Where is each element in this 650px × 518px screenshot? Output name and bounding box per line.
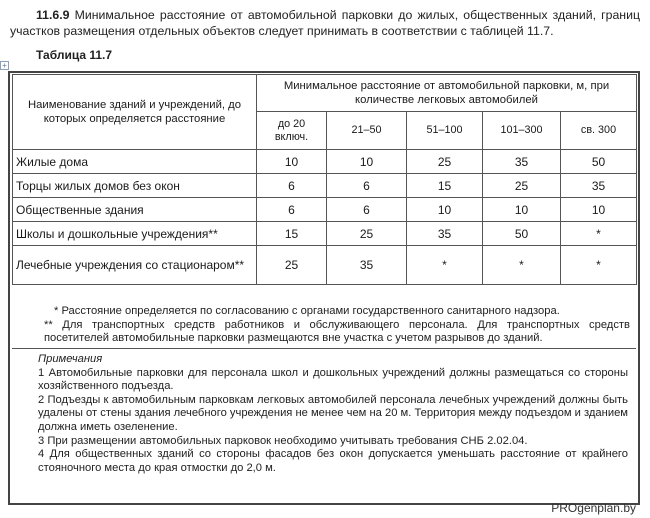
remark-item: 4 Для общественных зданий со стороны фасадов без окон допускается уменьшать расстояние от крайнего стояночного места до края отмостки до 2,0 м.: [38, 448, 628, 474]
cell-value: 35: [407, 222, 483, 246]
cell-value: 6: [257, 198, 327, 222]
cell-value: *: [407, 246, 483, 285]
cell-value: 35: [327, 246, 407, 285]
move-anchor-icon[interactable]: +: [0, 61, 9, 70]
cell-value: 10: [257, 150, 327, 174]
cell-value: 6: [257, 174, 327, 198]
table-caption: Таблица 11.7: [36, 48, 113, 62]
cell-value: 15: [407, 174, 483, 198]
cell-value: 50: [483, 222, 561, 246]
table-row: [13, 174, 637, 198]
cell-value: 25: [407, 150, 483, 174]
cell-value: 6: [327, 198, 407, 222]
remark-item: 1 Автомобильные парковки для персонала школ и дошкольных учреждений должны размещаться со стороны хозяйственного подъезда.: [38, 366, 628, 393]
table-row: [13, 198, 637, 222]
clause-text: Минимальное расстояние от автомобильной парковки до жилых, общественных зданий, границ участков размещения отдельных объектов следует принимать в соответствии с таблицей 11.7.: [10, 8, 640, 38]
table-row: [13, 150, 637, 174]
footnotes: [12, 302, 636, 349]
row-name: Школы и дошкольные учреждения**: [13, 222, 257, 246]
header-col-0: до 20 включ.: [257, 112, 327, 150]
cell-value: *: [561, 222, 637, 246]
footnote-1: * Расстояние определяется по согласованию с органами государственного санитарного надзора.: [54, 305, 560, 317]
table-row: [13, 246, 637, 285]
remark-item: 3 При размещении автомобильных парковок необходимо учитывать требования СНБ 2.02.04.: [38, 434, 528, 447]
header-col-1: 21–50: [327, 112, 407, 150]
row-name: Лечебные учреждения со стационаром**: [13, 246, 257, 285]
distance-table: [12, 74, 637, 285]
notes-block: [12, 302, 636, 475]
footnote-2: ** Для транспортных средств работников и обслуживающего персонала. Для транспортных средств посетителей автомобильные парковки размещаются вне участка с учетом разрывов до зданий.: [44, 318, 630, 345]
header-col-3: 101–300: [483, 112, 561, 150]
remarks-title: Примечания: [38, 353, 103, 365]
row-name: Жилые дома: [13, 150, 257, 174]
cell-value: 6: [327, 174, 407, 198]
cell-value: 50: [561, 150, 637, 174]
row-name: Общественные здания: [13, 198, 257, 222]
cell-value: 10: [407, 198, 483, 222]
cell-value: *: [483, 246, 561, 285]
intro-paragraph: [10, 7, 640, 39]
cell-value: 10: [483, 198, 561, 222]
remark-item: 2 Подъезды к автомобильным парковкам легковых автомобилей персонала лечебных учреждений должны быть удалены от стены здания лечебного учреждения не менее чем на 20 м. Территория между подъездом и зданием должна иметь озеленение.: [38, 393, 628, 433]
site-watermark: PROgenplan.by: [551, 501, 636, 515]
cell-value: 25: [257, 246, 327, 285]
header-col-4: св. 300: [561, 112, 637, 150]
cell-value: 25: [327, 222, 407, 246]
row-name: Торцы жилых домов без окон: [13, 174, 257, 198]
cell-value: *: [561, 246, 637, 285]
header-building-name: Наименование зданий и учреждений, до которых определяется расстояние: [13, 75, 257, 150]
cell-value: 25: [483, 174, 561, 198]
cell-value: 15: [257, 222, 327, 246]
header-distance-group: Минимальное расстояние от автомобильной парковки, м, при количестве легковых автомобилей: [257, 75, 637, 112]
table-row: [13, 222, 637, 246]
cell-value: 35: [561, 174, 637, 198]
cell-value: 10: [561, 198, 637, 222]
clause-number: 11.6.9: [36, 8, 70, 22]
cell-value: 10: [327, 150, 407, 174]
cell-value: 35: [483, 150, 561, 174]
remarks: [12, 349, 636, 475]
header-col-2: 51–100: [407, 112, 483, 150]
